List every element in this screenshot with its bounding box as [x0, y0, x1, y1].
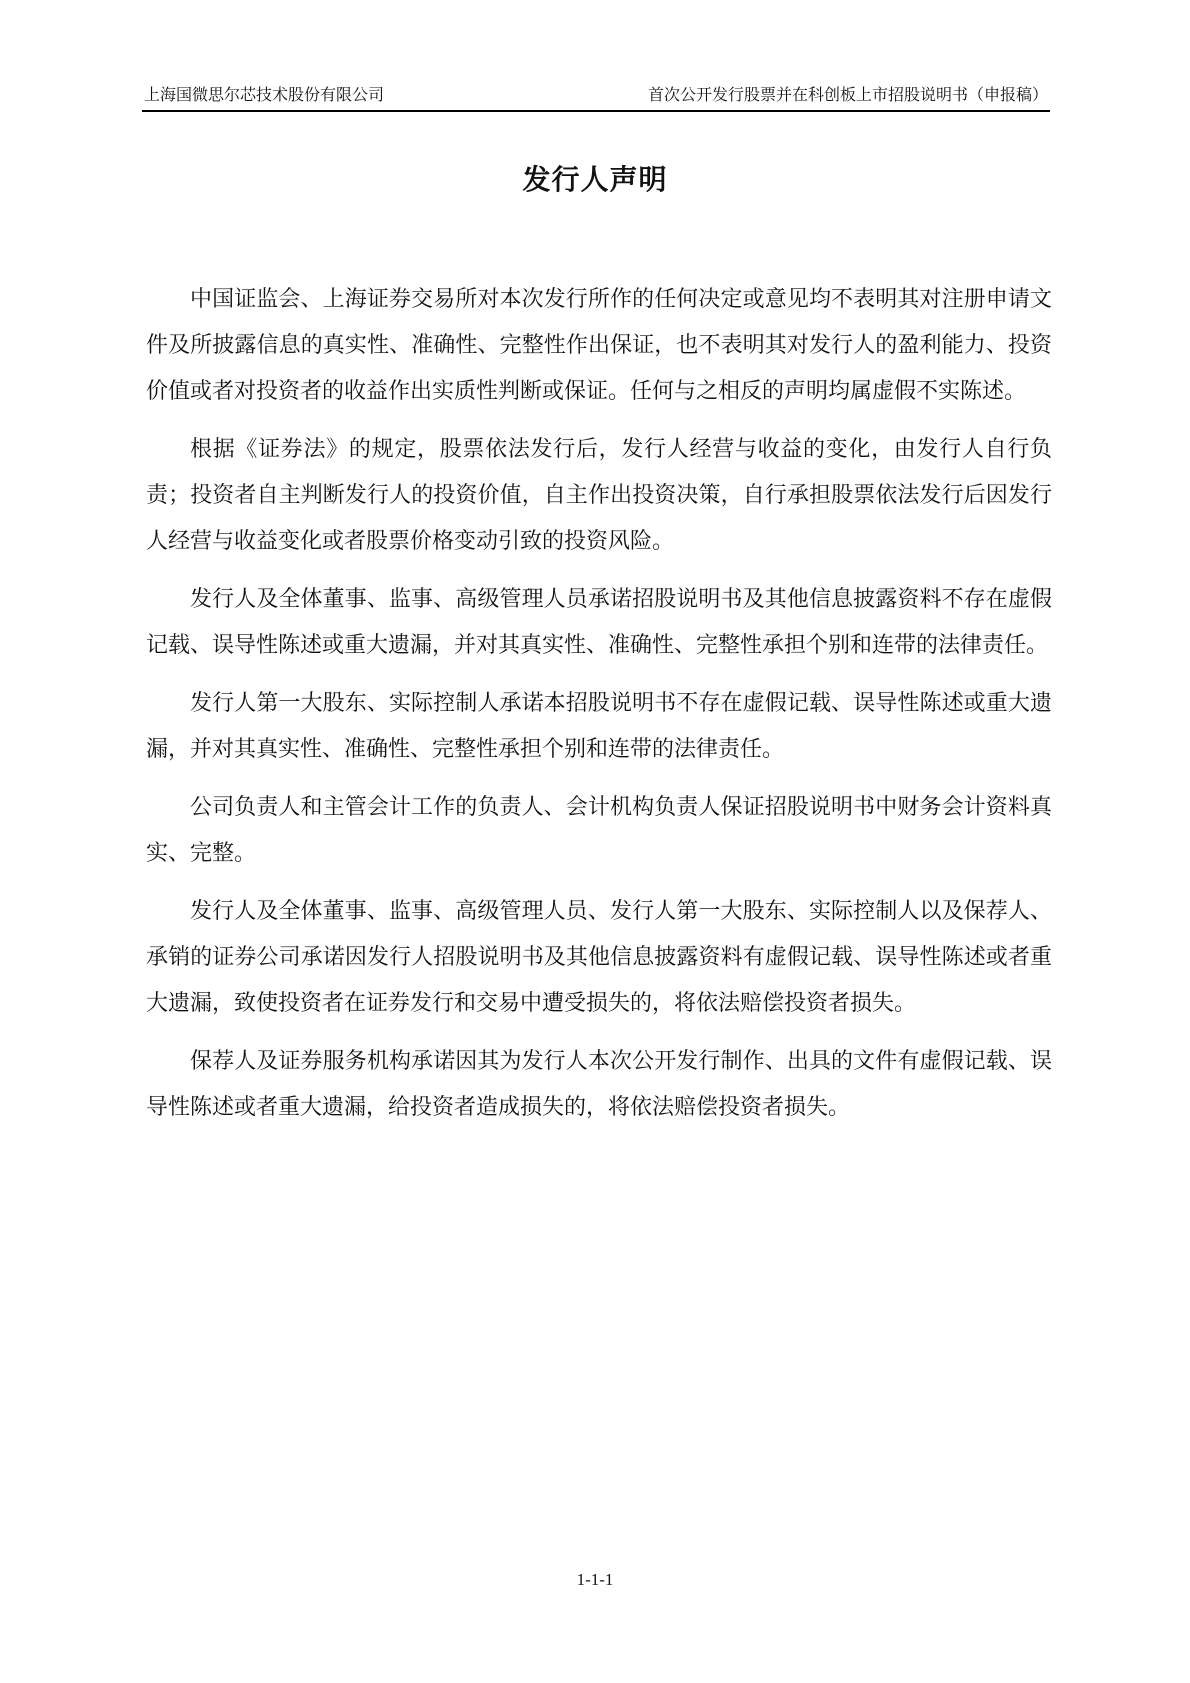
paragraph: 中国证监会、上海证券交易所对本次发行所作的任何决定或意见均不表明其对注册申请文件及所披露信息的真实性、准确性、完整性作出保证，也不表明其对发行人的盈利能力、投资价值或者对投资者的收益作出实质性判断或保证。任何与之相反的声明均属虚假不实陈述。: [146, 287, 1052, 404]
page-header: [142, 82, 1050, 112]
page-title: 发行人声明: [522, 163, 668, 196]
header-company-name: 上海国微思尔芯技术股份有限公司: [144, 85, 385, 104]
paragraph: 公司负责人和主管会计工作的负责人、会计机构负责人保证招股说明书中财务会计资料真实、完整。: [146, 795, 1052, 866]
paragraph: 保荐人及证券服务机构承诺因其为发行人本次公开发行制作、出具的文件有虚假记载、误导性陈述或者重大遗漏，给投资者造成损失的，将依法赔偿投资者损失。: [146, 1049, 1052, 1120]
header-document-title: 首次公开发行股票并在科创板上市招股说明书（申报稿）: [647, 85, 1048, 104]
paragraph: 根据《证券法》的规定，股票依法发行后，发行人经营与收益的变化，由发行人自行负责；投资者自主判断发行人的投资价值，自主作出投资决策，自行承担股票依法发行后因发行人经营与收益变化或者股票价格变动引致的投资风险。: [146, 437, 1052, 554]
page-number: 1-1-1: [576, 1570, 614, 1589]
paragraph: 发行人及全体董事、监事、高级管理人员承诺招股说明书及其他信息披露资料不存在虚假记载、误导性陈述或重大遗漏，并对其真实性、准确性、完整性承担个别和连带的法律责任。: [146, 587, 1052, 658]
paragraph: 发行人及全体董事、监事、高级管理人员、发行人第一大股东、实际控制人以及保荐人、承销的证券公司承诺因发行人招股说明书及其他信息披露资料有虚假记载、误导性陈述或者重大遗漏，致使投资者在证券发行和交易中遭受损失的，将依法赔偿投资者损失。: [146, 899, 1052, 1016]
statement-body: [146, 277, 1052, 1143]
paragraph: 发行人第一大股东、实际控制人承诺本招股说明书不存在虚假记载、误导性陈述或重大遗漏，并对其真实性、准确性、完整性承担个别和连带的法律责任。: [146, 691, 1052, 762]
